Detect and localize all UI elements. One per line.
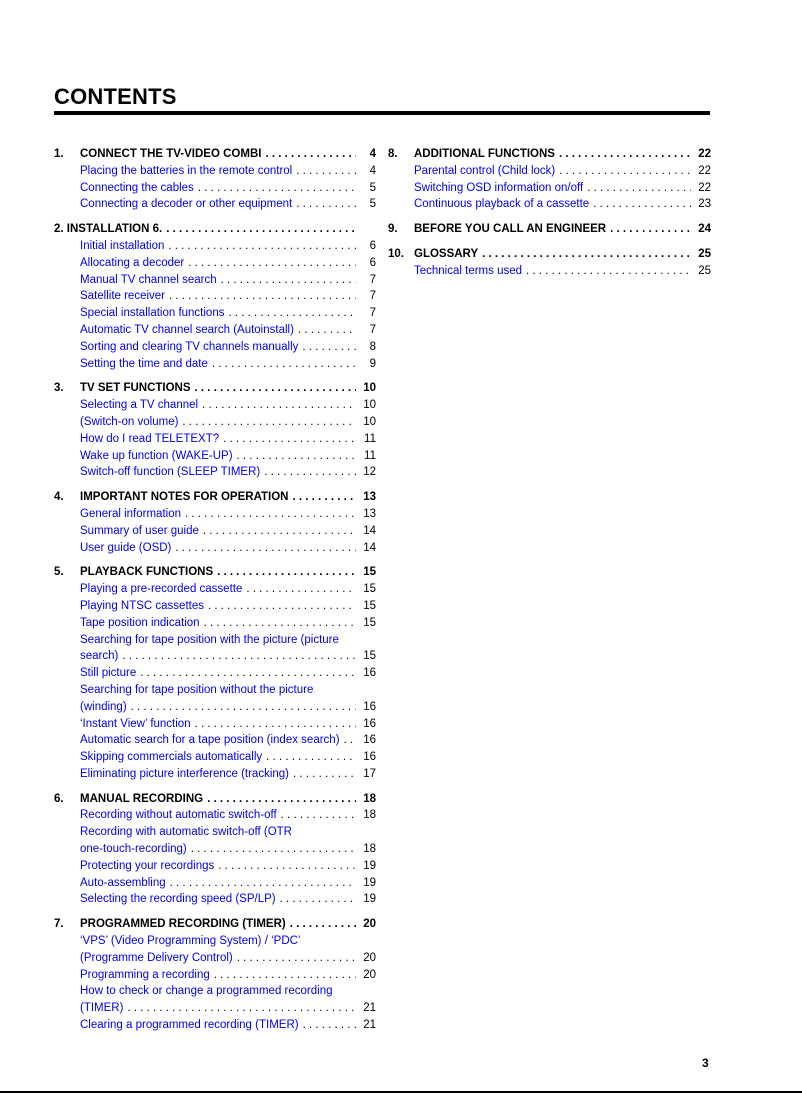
toc-entry[interactable] bbox=[54, 875, 376, 892]
entry-title: Switch-off function (SLEEP TIMER) bbox=[80, 466, 261, 479]
dot-leader bbox=[175, 540, 356, 557]
section-title: 2. INSTALLATION 6. bbox=[54, 223, 163, 236]
dot-leader bbox=[122, 648, 356, 665]
entry-page: 7 bbox=[369, 323, 376, 336]
toc-entry-line[interactable]: Searching for tape position with the picture (picture bbox=[80, 633, 339, 646]
toc-entry[interactable] bbox=[54, 448, 376, 465]
entry-page: 10 bbox=[363, 399, 376, 412]
entry-page: 7 bbox=[369, 290, 376, 303]
section-page: 13 bbox=[363, 491, 376, 504]
entry-page: 17 bbox=[363, 767, 376, 780]
dot-leader bbox=[188, 255, 356, 272]
toc-entry-line[interactable]: Recording with automatic switch-off (OTR bbox=[80, 826, 292, 839]
entry-title: Wake up function (WAKE-UP) bbox=[80, 449, 233, 462]
entry-title: Placing the batteries in the remote control bbox=[80, 164, 293, 177]
toc-entry[interactable] bbox=[54, 196, 376, 213]
entry-page: 7 bbox=[369, 307, 376, 320]
dot-leader bbox=[610, 221, 691, 238]
entry-page: 12 bbox=[363, 466, 376, 479]
dot-leader bbox=[266, 749, 356, 766]
entry-title: Satellite receiver bbox=[80, 290, 166, 303]
toc-entry[interactable] bbox=[388, 163, 711, 180]
entry-page: 10 bbox=[363, 415, 376, 428]
entry-page: 15 bbox=[363, 599, 376, 612]
entry-page: 15 bbox=[363, 616, 376, 629]
dot-leader bbox=[593, 196, 691, 213]
dot-leader bbox=[302, 339, 356, 356]
toc-section bbox=[54, 489, 376, 556]
toc-entry[interactable] bbox=[54, 431, 376, 448]
section-title: CONNECT THE TV-VIDEO COMBI bbox=[80, 148, 262, 160]
dot-leader bbox=[587, 180, 691, 197]
entry-page: 18 bbox=[363, 809, 376, 822]
toc-entry[interactable] bbox=[54, 749, 376, 766]
toc-heading[interactable] bbox=[54, 564, 376, 581]
bottom-rule bbox=[0, 1091, 802, 1093]
section-number: 5. bbox=[54, 566, 64, 579]
entry-title: one-touch-recording) bbox=[80, 843, 187, 856]
entry-page: 5 bbox=[369, 181, 376, 194]
entry-page: 13 bbox=[363, 507, 376, 520]
title-rule bbox=[54, 111, 710, 115]
dot-leader bbox=[214, 967, 356, 984]
section-number: 6. bbox=[54, 792, 64, 805]
toc-entry[interactable] bbox=[54, 255, 376, 272]
entry-page: 15 bbox=[363, 583, 376, 596]
toc-entry[interactable] bbox=[54, 180, 376, 197]
toc-entry[interactable] bbox=[54, 841, 376, 858]
toc-section bbox=[54, 380, 376, 481]
section-page: 25 bbox=[698, 247, 711, 260]
entry-title: (TIMER) bbox=[80, 1002, 124, 1015]
section-page: 15 bbox=[363, 566, 376, 579]
entry-title: Selecting the recording speed (SP/LP) bbox=[80, 893, 276, 906]
entry-page: 14 bbox=[363, 524, 376, 537]
entry-title: Eliminating picture interference (tracking) bbox=[80, 767, 290, 780]
toc-section bbox=[54, 916, 376, 1034]
entry-title: Auto-assembling bbox=[80, 876, 166, 889]
dot-leader bbox=[182, 414, 356, 431]
section-title: MANUAL RECORDING bbox=[80, 792, 204, 805]
toc-entry[interactable] bbox=[54, 397, 376, 414]
section-number: 4. bbox=[54, 491, 64, 504]
entry-page: 7 bbox=[369, 273, 376, 286]
toc-entry[interactable] bbox=[54, 540, 376, 557]
toc-entry[interactable] bbox=[54, 858, 376, 875]
entry-title: Automatic search for a tape position (index search) bbox=[80, 734, 340, 747]
entry-page: 19 bbox=[363, 859, 376, 872]
entry-page: 22 bbox=[698, 181, 711, 194]
toc-entry[interactable] bbox=[54, 288, 376, 305]
toc-entry[interactable] bbox=[54, 322, 376, 339]
entry-page: 18 bbox=[363, 843, 376, 856]
entry-title: Protecting your recordings bbox=[80, 859, 215, 872]
entry-title: Special installation functions bbox=[80, 307, 225, 320]
dot-leader bbox=[212, 356, 356, 373]
toc-heading[interactable] bbox=[388, 221, 711, 238]
dot-leader bbox=[207, 791, 356, 808]
dot-leader bbox=[217, 564, 356, 581]
entry-title: Sorting and clearing TV channels manually bbox=[80, 340, 299, 353]
dot-leader bbox=[265, 146, 356, 163]
entry-title: Setting the time and date bbox=[80, 357, 208, 370]
toc-entry[interactable] bbox=[54, 732, 376, 749]
toc-entry[interactable] bbox=[54, 238, 376, 255]
entry-title: Tape position indication bbox=[80, 616, 200, 629]
toc-entry-line[interactable]: How to check or change a programmed recording bbox=[80, 985, 333, 998]
entry-page: 22 bbox=[698, 164, 711, 177]
toc-heading[interactable] bbox=[54, 146, 376, 163]
entry-title: search) bbox=[80, 650, 119, 663]
entry-title: (Switch-on volume) bbox=[80, 415, 179, 428]
toc-section bbox=[54, 146, 376, 213]
toc-entry[interactable] bbox=[54, 163, 376, 180]
toc-entry[interactable] bbox=[54, 716, 376, 733]
dot-leader bbox=[293, 766, 356, 783]
entry-title: User guide (OSD) bbox=[80, 541, 172, 554]
toc-entry[interactable] bbox=[54, 356, 376, 373]
entry-title: Clearing a programmed recording (TIMER) bbox=[80, 1019, 299, 1032]
dot-leader bbox=[131, 699, 356, 716]
entry-title: How do I read TELETEXT? bbox=[80, 432, 220, 445]
dot-leader bbox=[296, 196, 356, 213]
toc-entry[interactable] bbox=[54, 523, 376, 540]
section-page: 22 bbox=[698, 148, 711, 160]
entry-page: 16 bbox=[363, 734, 376, 747]
dot-leader bbox=[127, 1000, 356, 1017]
dot-leader bbox=[237, 950, 356, 967]
toc-section bbox=[54, 791, 376, 909]
toc-section bbox=[54, 221, 376, 372]
toc-section bbox=[388, 221, 711, 238]
dot-leader bbox=[290, 916, 356, 933]
entry-page: 11 bbox=[364, 449, 376, 462]
toc-entry[interactable] bbox=[54, 1000, 376, 1017]
toc-section bbox=[54, 564, 376, 782]
section-title: BEFORE YOU CALL AN ENGINEER bbox=[414, 223, 607, 236]
toc-section bbox=[388, 246, 711, 280]
toc-entry[interactable] bbox=[54, 464, 376, 481]
toc-left-column bbox=[54, 146, 376, 1042]
section-title: ADDITIONAL FUNCTIONS bbox=[414, 148, 555, 160]
dot-leader bbox=[526, 263, 691, 280]
dot-leader bbox=[559, 146, 691, 163]
toc-entry[interactable] bbox=[54, 967, 376, 984]
page-title: CONTENTS bbox=[54, 84, 177, 109]
dot-leader bbox=[198, 180, 356, 197]
toc-entry[interactable] bbox=[388, 180, 711, 197]
entry-title: Skipping commercials automatically bbox=[80, 751, 263, 764]
toc-entry[interactable] bbox=[54, 581, 376, 598]
section-number: 1. bbox=[54, 148, 64, 160]
section-title: PLAYBACK FUNCTIONS bbox=[80, 566, 214, 579]
entry-page: 8 bbox=[369, 340, 376, 353]
dot-leader bbox=[204, 615, 356, 632]
dot-leader bbox=[293, 489, 357, 506]
entry-title: Summary of user guide bbox=[80, 524, 199, 537]
dot-leader bbox=[246, 581, 356, 598]
toc-section bbox=[388, 146, 711, 213]
dot-leader bbox=[140, 665, 356, 682]
dot-leader bbox=[281, 807, 356, 824]
toc-entry[interactable] bbox=[388, 196, 711, 213]
entry-page: 6 bbox=[369, 239, 376, 252]
dot-leader bbox=[559, 163, 691, 180]
entry-page: 23 bbox=[698, 198, 711, 211]
dot-leader bbox=[482, 246, 691, 263]
toc-heading[interactable] bbox=[54, 916, 376, 933]
entry-page: 4 bbox=[369, 164, 376, 177]
toc-entry[interactable] bbox=[54, 339, 376, 356]
dot-leader bbox=[221, 272, 356, 289]
entry-title: General information bbox=[80, 507, 181, 520]
toc-heading[interactable] bbox=[54, 380, 376, 397]
toc-entry[interactable] bbox=[54, 506, 376, 523]
entry-title: (winding) bbox=[80, 700, 127, 713]
toc-entry[interactable] bbox=[54, 648, 376, 665]
entry-title: Playing a pre-recorded cassette bbox=[80, 583, 243, 596]
entry-page: 16 bbox=[363, 667, 376, 680]
section-page: 18 bbox=[363, 792, 376, 805]
toc-entry[interactable] bbox=[54, 766, 376, 783]
entry-page: 5 bbox=[369, 198, 376, 211]
entry-page: 15 bbox=[363, 650, 376, 663]
dot-leader bbox=[298, 322, 356, 339]
section-number: 8. bbox=[388, 148, 398, 160]
toc-entry[interactable] bbox=[54, 414, 376, 431]
dot-leader bbox=[223, 431, 356, 448]
entry-title: Recording without automatic switch-off bbox=[80, 809, 277, 822]
entry-page: 14 bbox=[363, 541, 376, 554]
toc-entry[interactable] bbox=[54, 699, 376, 716]
section-title: PROGRAMMED RECORDING (TIMER) bbox=[80, 918, 286, 931]
entry-title: Selecting a TV channel bbox=[80, 399, 199, 412]
entry-page: 16 bbox=[363, 751, 376, 764]
entry-page: 20 bbox=[363, 968, 376, 981]
entry-page: 25 bbox=[698, 264, 711, 277]
entry-title: Automatic TV channel search (Autoinstall) bbox=[80, 323, 294, 336]
entry-title: Manual TV channel search bbox=[80, 273, 217, 286]
dot-leader bbox=[203, 523, 356, 540]
dot-leader bbox=[166, 221, 356, 238]
entry-title: Continuous playback of a cassette bbox=[414, 198, 590, 211]
section-title: IMPORTANT NOTES FOR OPERATION bbox=[80, 491, 289, 504]
toc-entry-line[interactable]: Searching for tape position without the picture bbox=[80, 683, 314, 696]
toc-entry[interactable] bbox=[54, 950, 376, 967]
section-title: GLOSSARY bbox=[414, 247, 479, 260]
toc-right-column bbox=[388, 146, 711, 288]
entry-page: 11 bbox=[364, 432, 376, 445]
dot-leader bbox=[344, 732, 356, 749]
toc-entry[interactable] bbox=[54, 305, 376, 322]
entry-page: 19 bbox=[363, 893, 376, 906]
toc-entry-line[interactable]: ‘VPS’ (Video Programming System) / ‘PDC’ bbox=[80, 935, 301, 948]
entry-title: Playing NTSC cassettes bbox=[80, 599, 204, 612]
toc-entry[interactable] bbox=[54, 598, 376, 615]
toc-entry[interactable] bbox=[54, 891, 376, 908]
dot-leader bbox=[303, 1017, 356, 1034]
dot-leader bbox=[218, 858, 356, 875]
dot-leader bbox=[195, 716, 356, 733]
section-page: 20 bbox=[363, 918, 376, 931]
toc-heading[interactable] bbox=[54, 791, 376, 808]
entry-page: 16 bbox=[363, 700, 376, 713]
entry-title: Parental control (Child lock) bbox=[414, 164, 556, 177]
toc-entry[interactable] bbox=[388, 263, 711, 280]
entry-title: Technical terms used bbox=[414, 264, 523, 277]
section-page: 4 bbox=[369, 148, 376, 160]
toc-entry[interactable] bbox=[54, 807, 376, 824]
dot-leader bbox=[296, 163, 356, 180]
entry-page: 16 bbox=[363, 717, 376, 730]
entry-title: Initial installation bbox=[80, 239, 165, 252]
entry-page: 21 bbox=[363, 1019, 376, 1032]
entry-title: Still picture bbox=[80, 667, 137, 680]
toc-heading[interactable] bbox=[388, 146, 711, 163]
toc-entry[interactable] bbox=[54, 272, 376, 289]
entry-title: Allocating a decoder bbox=[80, 256, 185, 269]
entry-title: Switching OSD information on/off bbox=[414, 181, 584, 194]
entry-page: 21 bbox=[363, 1002, 376, 1015]
entry-title: Connecting the cables bbox=[80, 181, 194, 194]
toc-heading[interactable] bbox=[388, 246, 711, 263]
toc-heading[interactable] bbox=[54, 489, 376, 506]
dot-leader bbox=[202, 397, 356, 414]
dot-leader bbox=[169, 288, 356, 305]
entry-page: 6 bbox=[369, 256, 376, 269]
section-number: 9. bbox=[388, 223, 398, 236]
toc-entry[interactable] bbox=[54, 1017, 376, 1034]
dot-leader bbox=[168, 238, 356, 255]
toc-entry[interactable] bbox=[54, 615, 376, 632]
entry-page: 20 bbox=[363, 951, 376, 964]
entry-title: (Programme Delivery Control) bbox=[80, 951, 233, 964]
entry-title: Programming a recording bbox=[80, 968, 210, 981]
section-number: 7. bbox=[54, 918, 64, 931]
dot-leader bbox=[237, 448, 356, 465]
toc-heading[interactable] bbox=[54, 221, 376, 238]
dot-leader bbox=[191, 841, 356, 858]
entry-title: ‘Instant View’ function bbox=[80, 717, 191, 730]
section-number: 10. bbox=[388, 247, 404, 260]
entry-title: Connecting a decoder or other equipment bbox=[80, 198, 293, 211]
entry-page: 19 bbox=[363, 876, 376, 889]
dot-leader bbox=[264, 464, 356, 481]
page-number: 3 bbox=[702, 1056, 709, 1070]
entry-page: 9 bbox=[369, 357, 376, 370]
section-page: 24 bbox=[698, 223, 711, 236]
section-page: 10 bbox=[363, 382, 376, 395]
dot-leader bbox=[185, 506, 356, 523]
dot-leader bbox=[170, 875, 356, 892]
section-number: 3. bbox=[54, 382, 64, 395]
section-title: TV SET FUNCTIONS bbox=[80, 382, 191, 395]
dot-leader bbox=[195, 380, 356, 397]
dot-leader bbox=[280, 891, 356, 908]
dot-leader bbox=[208, 598, 356, 615]
toc-entry[interactable] bbox=[54, 665, 376, 682]
dot-leader bbox=[228, 305, 356, 322]
